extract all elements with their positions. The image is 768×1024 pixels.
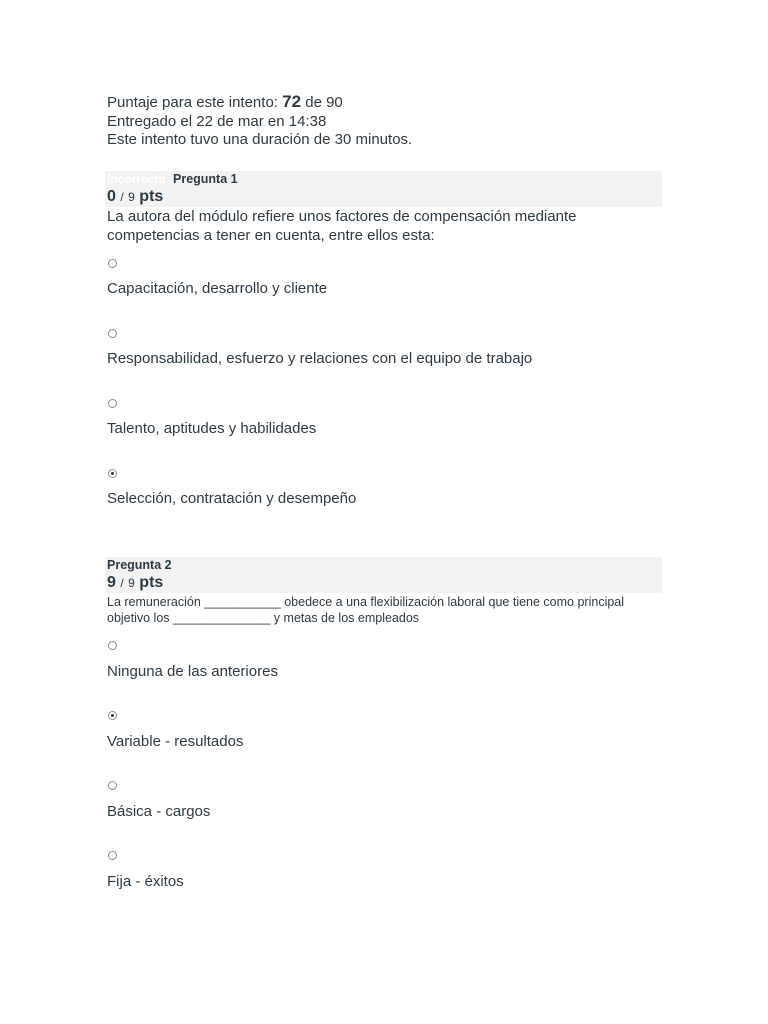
question-2-answer-1-label[interactable]: Ninguna de las anteriores bbox=[107, 663, 278, 680]
score-value: 72 bbox=[282, 92, 302, 111]
question-1-header bbox=[105, 171, 662, 207]
question-1-answer-2-label[interactable]: Responsabilidad, esfuerzo y relaciones con el equipo de trabajo bbox=[107, 350, 533, 367]
question-1-answer-4-label[interactable]: Selección, contratación y desempeño bbox=[107, 490, 357, 507]
question-1-answer-1-radio[interactable] bbox=[108, 259, 117, 268]
question-2-points bbox=[107, 574, 163, 592]
question-1-answer-4-radio[interactable] bbox=[108, 469, 117, 478]
question-1-title-row bbox=[107, 172, 238, 186]
question-2-answer-4-radio[interactable] bbox=[108, 851, 117, 860]
question-2-answer-1-radio[interactable] bbox=[108, 641, 117, 650]
question-2-pts: pts bbox=[139, 574, 164, 591]
question-2-text: La remuneración ___________ obedece a una flexibilización laboral que tiene como principal objetivo los ______________ y metas de los empleados bbox=[107, 595, 625, 625]
question-2-title: Pregunta 2 bbox=[107, 558, 172, 572]
question-1-points bbox=[107, 188, 163, 206]
question-1-earned: 0 bbox=[107, 188, 116, 205]
question-2-answer-3-label[interactable]: Básica - cargos bbox=[107, 803, 211, 820]
score-line bbox=[107, 93, 412, 113]
question-2-title-row bbox=[107, 558, 172, 572]
question-2-answer-2-radio[interactable] bbox=[108, 711, 117, 720]
submitted-date: Entregado el 22 de mar en 14:38 bbox=[107, 112, 327, 130]
question-2-header bbox=[105, 557, 662, 593]
question-1-sep: / bbox=[120, 190, 124, 204]
question-2-answer-4-label[interactable]: Fija - éxitos bbox=[107, 873, 184, 890]
question-1-text: La autora del módulo refiere unos factores de compensación mediante competencias a tener en cuenta, entre ellos esta: bbox=[107, 208, 577, 244]
question-2-earned: 9 bbox=[107, 574, 116, 591]
attempt-summary bbox=[107, 93, 412, 150]
score-label: Puntaje para este intento: bbox=[107, 94, 278, 111]
question-1-answer-3-label[interactable]: Talento, aptitudes y habilidades bbox=[107, 420, 317, 437]
question-1-answer-2-radio[interactable] bbox=[108, 329, 117, 338]
question-1-answer-1-label[interactable]: Capacitación, desarrollo y cliente bbox=[107, 280, 328, 297]
question-1-pts: pts bbox=[139, 188, 164, 205]
attempt-duration: Este intento tuvo una duración de 30 minutos. bbox=[107, 131, 413, 148]
question-1-title: Pregunta 1 bbox=[173, 172, 238, 186]
question-2-possible: 9 bbox=[128, 576, 135, 590]
score-total: de 90 bbox=[305, 94, 343, 111]
question-2-sep: / bbox=[120, 576, 124, 590]
question-1-status-badge: Incorrecto bbox=[107, 172, 166, 186]
question-2-answer-3-radio[interactable] bbox=[108, 781, 117, 790]
question-2-answer-2-label[interactable]: Variable - resultados bbox=[107, 733, 244, 750]
question-1-answer-3-radio[interactable] bbox=[108, 399, 117, 408]
question-1-possible: 9 bbox=[128, 190, 135, 204]
